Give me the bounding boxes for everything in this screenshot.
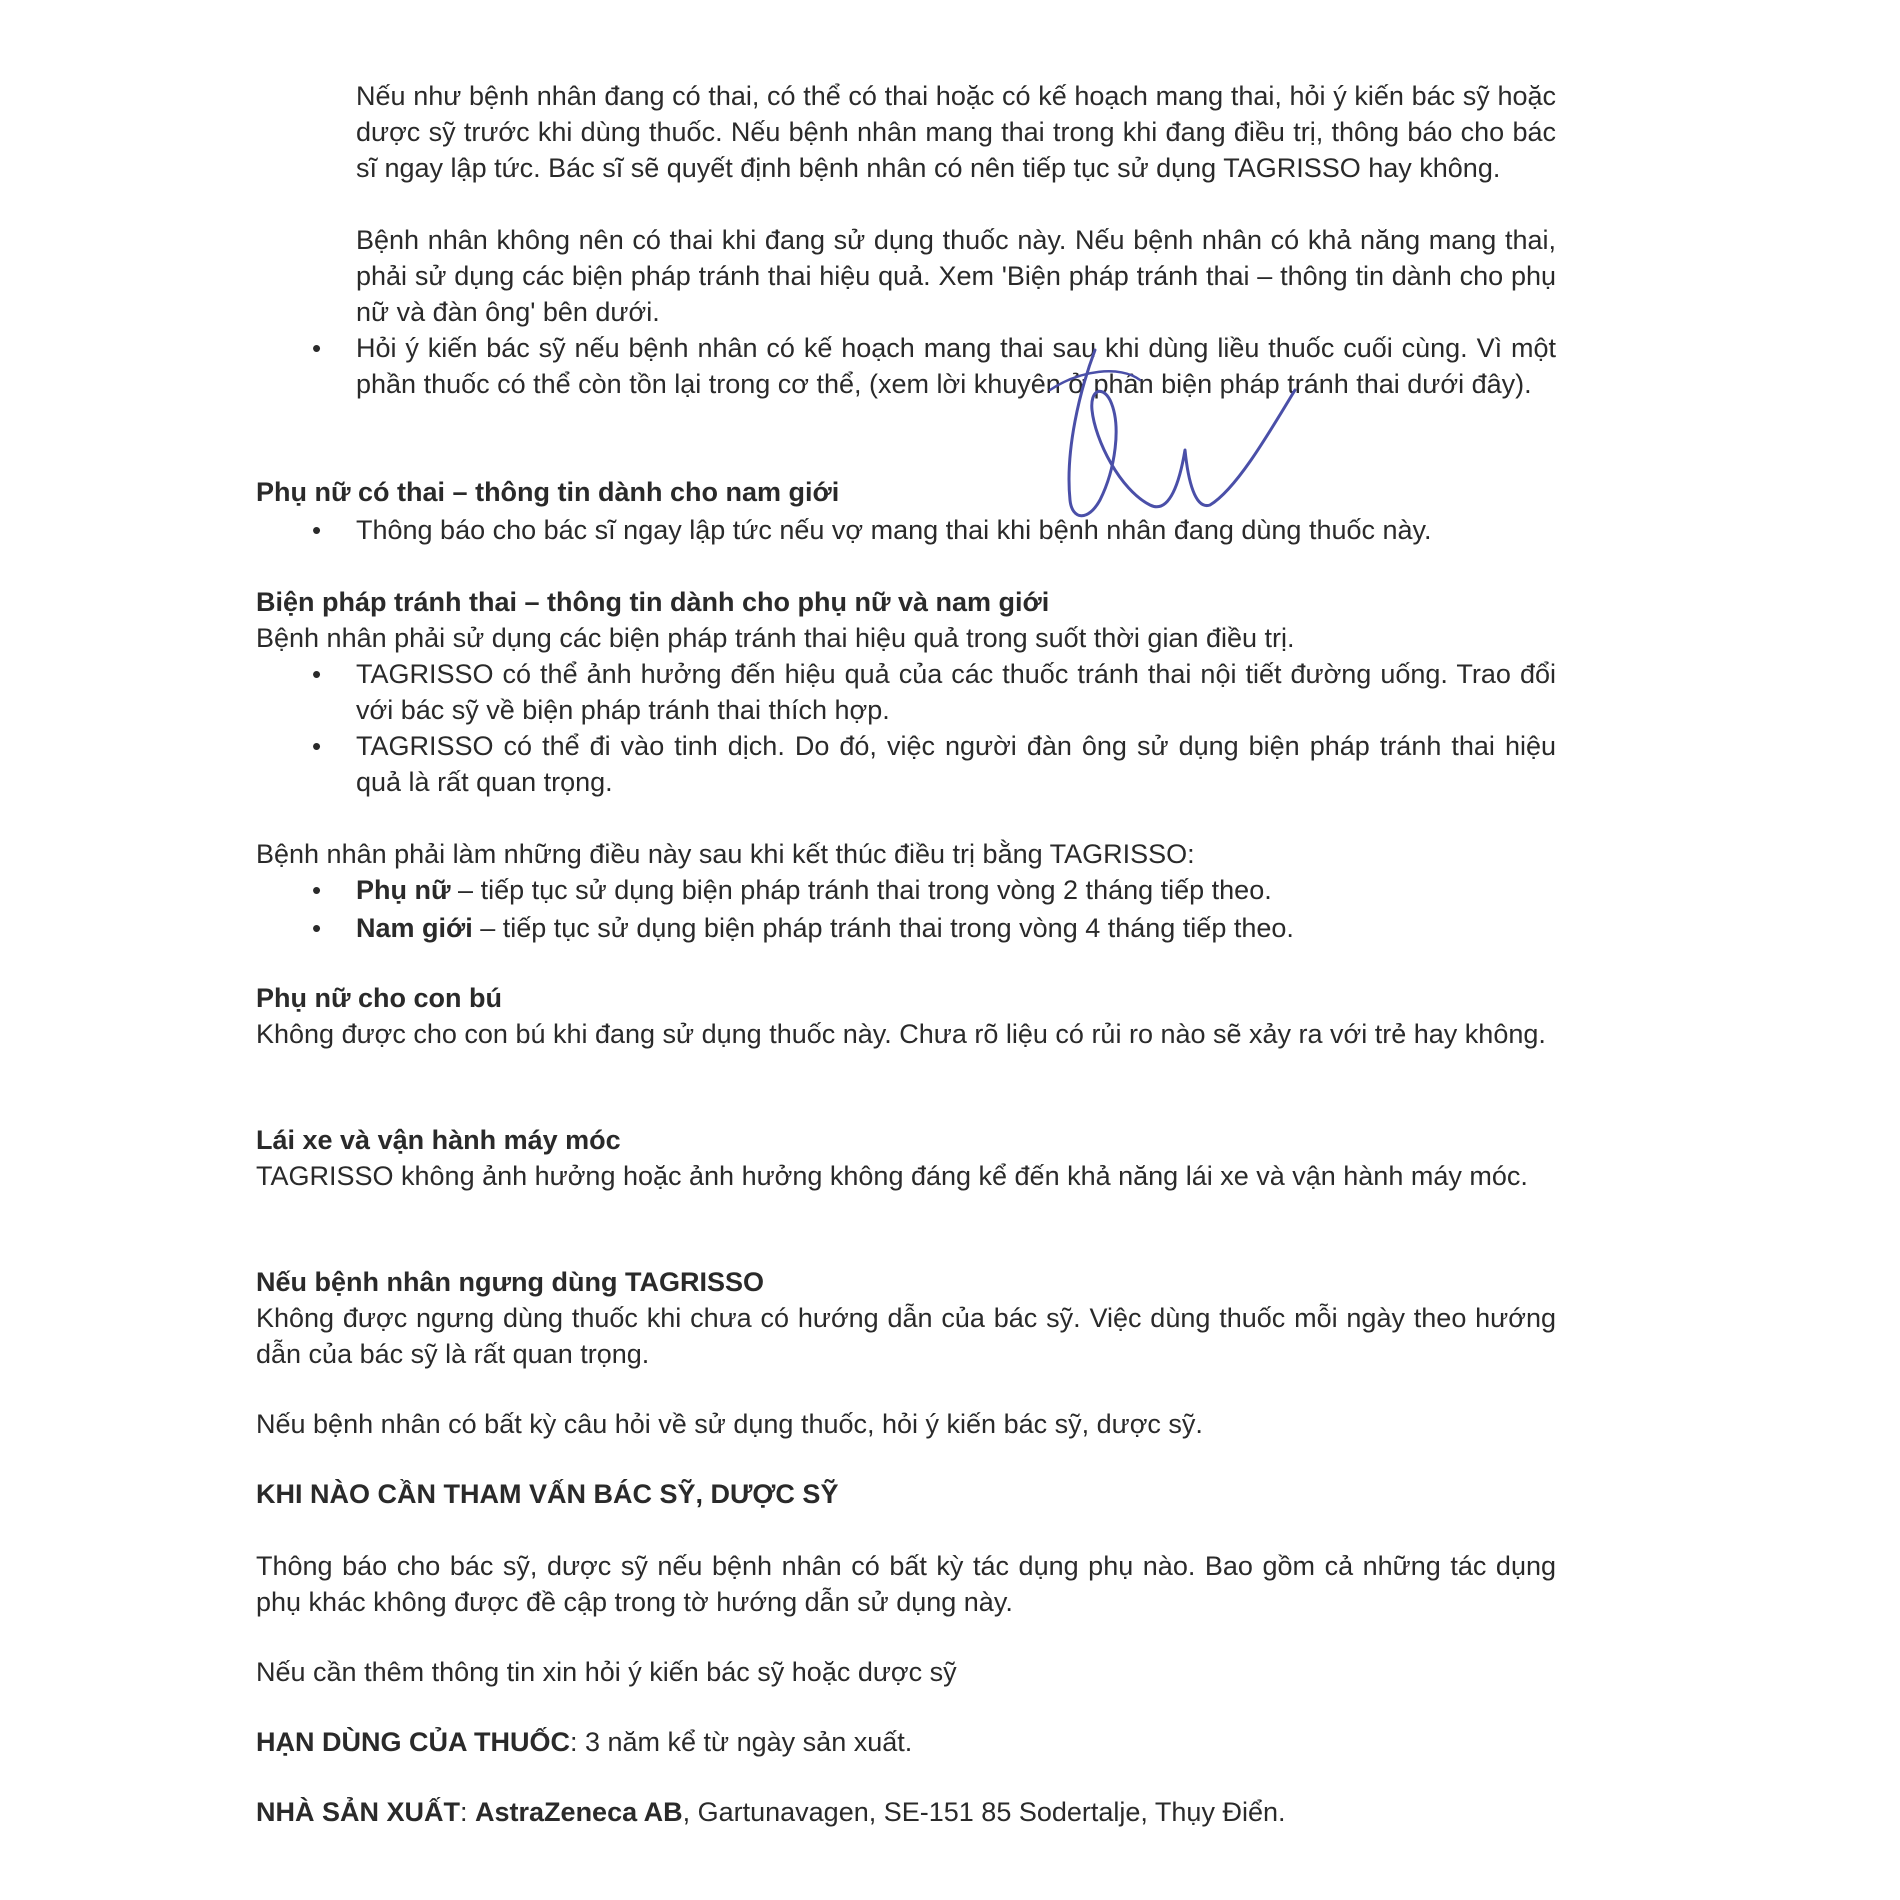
manufacturer-address: , Gartunavagen, SE-151 85 Sodertalje, Thụy Điển. [682,1797,1286,1827]
stop-text: Không được ngưng dùng thuốc khi chưa có hướng dẫn của bác sỹ. Việc dùng thuốc mỗi ngày theo hướng dẫn của bác sỹ là rất quan trọng. [256,1303,1556,1369]
bullet-icon: • [312,515,322,545]
bullet-icon: • [312,913,322,943]
expiry-value: : 3 năm kể từ ngày sản xuất. [569,1727,913,1757]
list-item: TAGRISSO có thể đi vào tinh dịch. Do đó, việc người đàn ông sử dụng biện pháp tránh thai hiệu quả là rất quan trọng. [356,731,1556,797]
bullet-icon: • [312,333,322,363]
bullet-icon: • [312,659,322,689]
list-item: TAGRISSO có thể ảnh hưởng đến hiệu quả của các thuốc tránh thai nội tiết đường uống. Trao đổi với bác sỹ về biện pháp tránh thai thích hợp. [356,659,1556,725]
contraception-text: Bệnh nhân phải sử dụng các biện pháp tránh thai hiệu quả trong suốt thời gian điều trị. [256,623,1295,653]
driving-text: TAGRISSO không ảnh hưởng hoặc ảnh hưởng không đáng kể đến khả năng lái xe và vận hành máy móc. [256,1161,1528,1191]
manufacturer-label: NHÀ SẢN XUẤT [256,1797,461,1827]
men-text: – tiếp tục sử dụng biện pháp tránh thai trong vòng 4 tháng tiếp theo. [472,913,1294,943]
list-item-women [356,872,1556,908]
after-treatment-text: Bệnh nhân phải làm những điều này sau khi kết thúc điều trị bằng TAGRISSO: [256,839,1195,869]
manufacturer-colon: : [460,1797,476,1827]
expiry-line [256,1724,1556,1760]
section-heading-driving: Lái xe và vận hành máy móc [256,1125,621,1155]
bullet-icon: • [312,731,322,761]
breastfeeding-text: Không được cho con bú khi đang sử dụng thuốc này. Chưa rõ liệu có rủi ro nào sẽ xảy ra với trẻ hay không. [256,1019,1546,1049]
section-heading-contraception: Biện pháp tránh thai – thông tin dành cho phụ nữ và nam giới [256,587,1050,617]
expiry-label: HẠN DÙNG CỦA THUỐC [256,1727,570,1757]
pregnancy-paragraph: Nếu như bệnh nhân đang có thai, có thể có thai hoặc có kế hoạch mang thai, hỏi ý kiến bác sỹ hoặc dược sỹ trước khi dùng thuốc. Nếu bệnh nhân mang thai trong khi đang điều trị, thông báo cho bác sĩ ngay lập tức. Bác sĩ sẽ quyết định bệnh nhân có nên tiếp tục sử dụng TAGRISSO hay không. [356,81,1556,183]
manufacturer-line [256,1794,1556,1830]
list-item: Hỏi ý kiến bác sỹ nếu bệnh nhân có kế hoạch mang thai sau khi dùng liều thuốc cuối cùng. Vì một phần thuốc có thể còn tồn lại trong cơ thể, (xem lời khuyên ở phần biện pháp tránh thai dưới đây). [356,333,1556,399]
list-item-men [356,910,1556,946]
women-label: Phụ nữ [356,875,451,905]
questions-text: Nếu bệnh nhân có bất kỳ câu hỏi về sử dụng thuốc, hỏi ý kiến bác sỹ, dược sỹ. [256,1409,1203,1439]
avoid-pregnancy-paragraph: Bệnh nhân không nên có thai khi đang sử dụng thuốc này. Nếu bệnh nhân có khả năng mang thai, phải sử dụng các biện pháp tránh thai hiệu quả. Xem 'Biện pháp tránh thai – thông tin dành cho phụ nữ và đàn ông' bên dưới. [356,225,1556,327]
consult-text: Thông báo cho bác sỹ, dược sỹ nếu bệnh nhân có bất kỳ tác dụng phụ nào. Bao gồm cả những tác dụng phụ khác không được đề cập trong tờ hướng dẫn sử dụng này. [256,1551,1556,1617]
more-info-text: Nếu cần thêm thông tin xin hỏi ý kiến bác sỹ hoặc dược sỹ [256,1657,957,1687]
men-label: Nam giới [356,913,473,943]
bullet-icon: • [312,875,322,905]
section-heading-pregnant-men: Phụ nữ có thai – thông tin dành cho nam giới [256,477,840,507]
section-heading-stop: Nếu bệnh nhân ngưng dùng TAGRISSO [256,1267,765,1297]
section-heading-breastfeeding: Phụ nữ cho con bú [256,983,503,1013]
list-item: Thông báo cho bác sĩ ngay lập tức nếu vợ mang thai khi bệnh nhân đang dùng thuốc này. [356,515,1432,545]
section-heading-consult: KHI NÀO CẦN THAM VẤN BÁC SỸ, DƯỢC SỸ [256,1479,839,1509]
women-text: – tiếp tục sử dụng biện pháp tránh thai trong vòng 2 tháng tiếp theo. [450,875,1272,905]
manufacturer-name: AstraZeneca AB [475,1797,683,1827]
